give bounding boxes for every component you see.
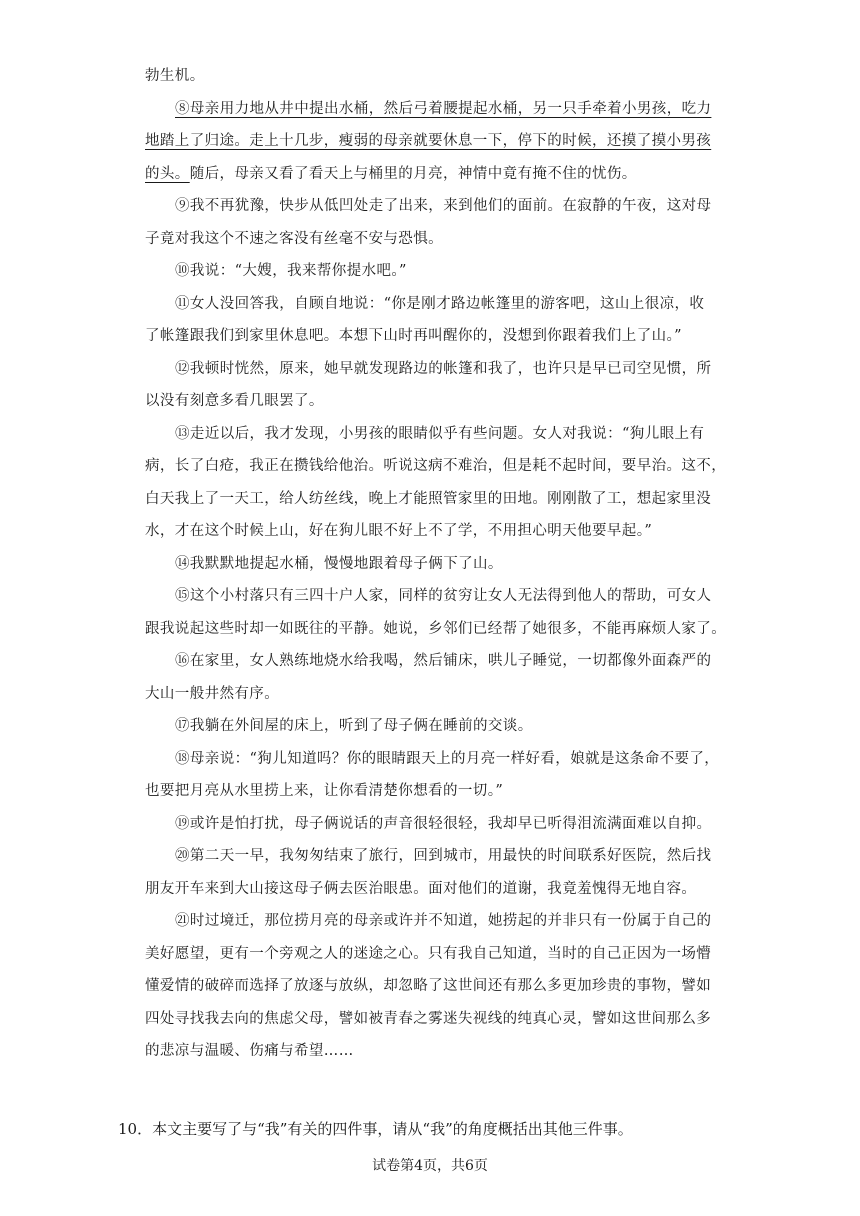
line-text: ⑬走近以后，我才发现，小男孩的眼睛似乎有些问题。女人对我说：“狗儿眼上有 — [175, 425, 705, 442]
passage-line — [145, 450, 727, 483]
line-text: 病，长了白疮，我正在攒钱给他治。听说这病不难治，但是耗不起时间，要早治。这不， — [145, 458, 727, 474]
passage-line — [145, 483, 717, 516]
passage-line — [145, 580, 717, 613]
passage-line — [145, 1035, 717, 1068]
line-text: ⑨我不再犹豫，快步从低凹处走了出来，来到他们的面前。在寂静的午夜，这对母 — [175, 198, 712, 214]
line-text: 以没有刻意多看几眼罢了。 — [145, 393, 324, 409]
passage-line — [145, 418, 717, 451]
passage-line — [145, 743, 720, 776]
passage-line — [145, 93, 717, 126]
question-10: 10．本文主要写了与“我”有关的四件事，请从“我”的角度概括出其他三件事。 — [118, 1120, 633, 1138]
line-text: 美好愿望，更有一个旁观之人的迷途之心。只有我自己知道，当时的自己正因为一场懵 — [145, 945, 712, 962]
passage-line — [145, 938, 717, 971]
underlined-text: 地踏上了归途。走上十几步，瘦弱的母亲就要休息一下，停下的时候，还摸了摸小男孩 — [145, 133, 712, 149]
line-text: ⑯在家里，女人熟练地烧水给我喝，然后铺床，哄儿子睡觉，一切都像外面森严的 — [175, 653, 712, 669]
passage-line — [145, 970, 717, 1003]
passage-line — [145, 158, 717, 191]
underlined-text: 的头。 — [145, 165, 190, 182]
passage-line — [145, 515, 717, 548]
passage-line — [145, 710, 717, 743]
line-text: 勃生机。 — [145, 68, 205, 84]
passage-line — [145, 320, 717, 353]
line-text: ⑭我默默地提起水桶，慢慢地跟着母子俩下了山。 — [175, 555, 503, 572]
passage-line — [145, 905, 717, 938]
line-text: ⑫我顿时恍然，原来，她早就发现路边的帐篷和我了，也许只是早已司空见惯，所 — [175, 360, 712, 377]
line-text: 大山一般井然有序。 — [145, 685, 280, 702]
line-text: 子竟对我这个不速之客没有丝毫不安与恐惧。 — [145, 230, 443, 247]
line-text: ⑮这个小村落只有三四十户人家，同样的贫穷让女人无法得到他人的帮助，可女人 — [175, 588, 712, 604]
passage-line — [145, 223, 717, 256]
passage-line — [145, 385, 717, 418]
passage-line — [145, 1003, 717, 1036]
line-text: 的悲凉与温暖、伤痛与希望…… — [145, 1043, 354, 1059]
line-text: ⑩我说：“大嫂，我来帮你提水吧。” — [175, 263, 407, 279]
passage-line — [145, 613, 727, 646]
page-footer: 试卷第4页，共6页 — [372, 1158, 488, 1174]
line-text: ⑲或许是怕打扰，母子俩说话的声音很轻很轻，我却早已听得泪流满面难以自抑。 — [175, 815, 712, 832]
line-text: ⑱母亲说：“狗儿知道吗？你的眼睛跟天上的月亮一样好看，娘就是这条命不要了， — [175, 750, 720, 767]
line-text: 跟我说起这些时却一如既往的平静。她说，乡邻们已经帮了她很多，不能再麻烦人家了。 — [145, 620, 727, 637]
underlined-text: ⑧母亲用力地从井中提出水桶，然后弓着腰提起水桶，另一只手牵着小男孩，吃力 — [175, 100, 712, 117]
passage-line — [145, 840, 717, 873]
passage-line — [145, 60, 717, 93]
passage-line — [145, 190, 717, 223]
line-text: 懂爱情的破碎而选择了放逐与放纵，却忽略了这世间还有那么多更加珍贵的事物，譬如 — [145, 978, 712, 994]
reading-passage — [145, 60, 727, 1068]
line-text: ⑳第二天一早，我匆匆结束了旅行，回到城市，用最快的时间联系好医院，然后找 — [175, 848, 712, 864]
passage-line — [145, 548, 717, 581]
line-text: 也要把月亮从水里捞上来，让你看清楚你想看的一切。” — [145, 783, 504, 799]
passage-line — [145, 678, 717, 711]
passage-line — [145, 288, 717, 321]
passage-line — [145, 808, 717, 841]
line-text: ⑪女人没回答我，自顾自地说：“你是刚才路边帐篷里的游客吧，这山上很凉，收 — [175, 295, 705, 312]
passage-line — [145, 353, 717, 386]
line-text: 随后，母亲又看了看天上与桶里的月亮，神情中竟有掩不住的忧伤。 — [189, 165, 637, 182]
passage-line — [145, 255, 717, 288]
line-text: 四处寻找我去向的焦虑父母，譬如被青春之雾迷失视线的纯真心灵，譬如这世间那么多 — [145, 1010, 712, 1027]
passage-line — [145, 125, 717, 158]
line-text: 朋友开车来到大山接这母子俩去医治眼患。面对他们的道谢，我竟羞愧得无地自容。 — [145, 880, 697, 897]
line-text: ⑰我躺在外间屋的床上，听到了母子俩在睡前的交谈。 — [175, 718, 533, 734]
line-text: 了帐篷跟我们到家里休息吧。本想下山时再叫醒你的，没想到你跟着我们上了山。” — [145, 328, 682, 344]
passage-line — [145, 645, 717, 678]
line-text: ㉑时过境迁，那位捞月亮的母亲或许并不知道，她捞起的并非只有一份属于自己的 — [175, 913, 712, 929]
line-text: 水，才在这个时候上山，好在狗儿眼不好上不了学，不用担心明天他要早起。” — [145, 523, 653, 539]
passage-line — [145, 873, 717, 906]
passage-line — [145, 775, 717, 808]
line-text: 白天我上了一天工，给人纺丝线，晚上才能照管家里的田地。刚刚散了工，想起家里没 — [145, 490, 712, 507]
